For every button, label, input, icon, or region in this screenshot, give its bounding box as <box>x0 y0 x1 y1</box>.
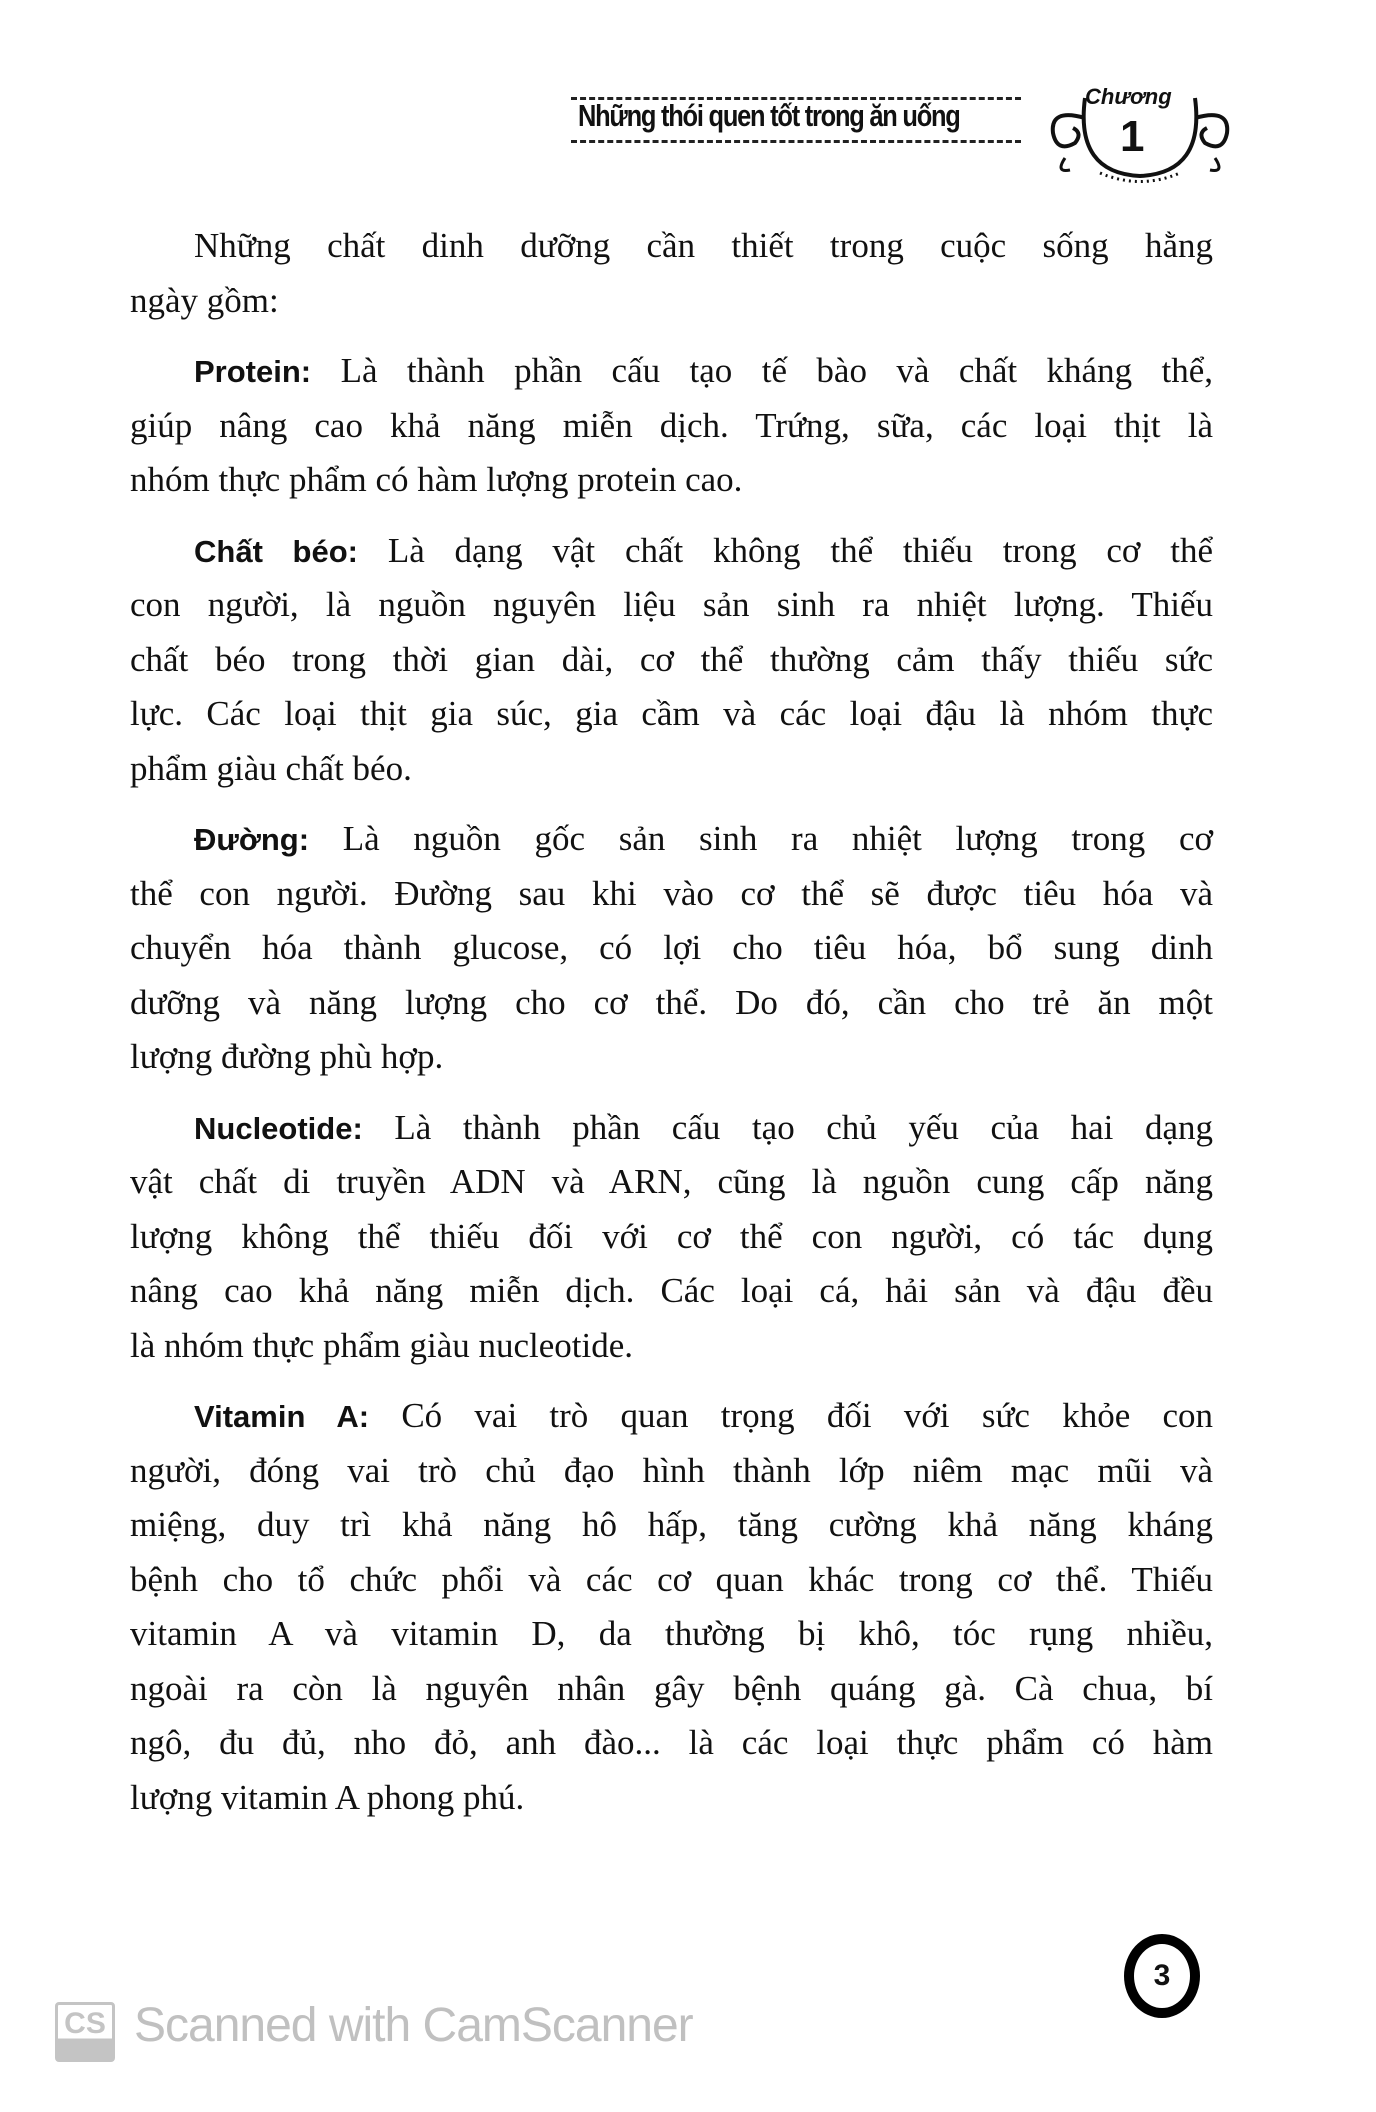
paragraph <box>130 812 1213 1085</box>
text-line <box>130 274 1213 329</box>
line-text: nhóm thực phẩm có hàm lượng protein cao. <box>130 460 743 499</box>
text-line <box>130 742 1213 797</box>
text-line <box>130 1771 1213 1826</box>
text-line <box>130 219 1213 274</box>
line-text: là nhóm thực phẩm giàu nucleotide. <box>130 1325 634 1365</box>
term-label: Nucleotide: <box>194 1110 363 1146</box>
chapter-number: 1 <box>1120 112 1145 161</box>
page-number-text: 3 <box>1153 1959 1171 1992</box>
text-line <box>130 687 1213 742</box>
text-line <box>130 1155 1213 1210</box>
text-line <box>130 1210 1213 1265</box>
text-line <box>130 1607 1213 1662</box>
line-text: lượng đường phù hợp. <box>130 1037 444 1076</box>
line-text: dưỡng và năng lượng cho cơ thể. Do đó, cần cho trẻ ăn một <box>130 982 1213 1022</box>
text-line <box>130 1716 1213 1771</box>
term-label: Đường: <box>194 822 310 857</box>
line-text: phẩm giàu chất béo. <box>130 748 412 788</box>
header-dashed-line-bottom <box>571 140 1021 143</box>
text-line <box>130 921 1213 976</box>
line-text: vật chất di truyền ADN và ARN, cũng là nguồn cung cấp năng <box>130 1162 1213 1201</box>
line-text: thể con người. Đường sau khi vào cơ thể sẽ được tiêu hóa và <box>130 873 1213 913</box>
line-text: ngoài ra còn là nguyên nhân gây bệnh quáng gà. Cà chua, bí <box>130 1668 1213 1708</box>
line-text: lượng không thể thiếu đối với cơ thể con người, có tác dụng <box>130 1216 1213 1256</box>
term-label: Vitamin A: <box>194 1399 370 1434</box>
page-number <box>1124 1934 1200 2018</box>
text-line <box>130 524 1213 579</box>
paragraph <box>130 219 1213 328</box>
term-label: Chất béo: <box>194 533 358 569</box>
text-line <box>130 578 1213 633</box>
line-text: Những chất dinh dưỡng cần thiết trong cuộc sống hằng <box>194 226 1213 265</box>
paragraph <box>130 1101 1213 1374</box>
text-line <box>130 1662 1213 1717</box>
text-line <box>130 867 1213 922</box>
paragraph <box>130 1389 1213 1825</box>
line-text: vitamin A và vitamin D, da thường bị khô, tóc rụng nhiều, <box>130 1614 1213 1653</box>
page-body <box>130 219 1213 1841</box>
paragraph <box>130 344 1213 508</box>
line-text: lực. Các loại thịt gia súc, gia cầm và các loại đậu là nhóm thực <box>130 694 1213 733</box>
text-line <box>130 1030 1213 1085</box>
line-text: chuyển hóa thành glucose, có lợi cho tiêu hóa, bổ sung dinh <box>130 928 1213 967</box>
line-text: chất béo trong thời gian dài, cơ thể thường cảm thấy thiếu sức <box>130 639 1213 679</box>
line-text: miệng, duy trì khả năng hô hấp, tăng cường khả năng kháng <box>130 1505 1213 1544</box>
line-text: con người, là nguồn nguyên liệu sản sinh ra nhiệt lượng. Thiếu <box>130 585 1213 624</box>
text-line <box>130 1101 1213 1156</box>
line-text: Là thành phần cấu tạo chủ yếu của hai dạng <box>394 1107 1214 1147</box>
line-text: Là nguồn gốc sản sinh ra nhiệt lượng trong cơ <box>342 819 1214 858</box>
watermark-text: Scanned with CamScanner <box>134 1999 693 2052</box>
text-line <box>130 344 1213 399</box>
text-line <box>130 1319 1213 1374</box>
text-line <box>130 1389 1213 1444</box>
line-text: Có vai trò quan trọng đối với sức khỏe con <box>401 1396 1213 1435</box>
text-line <box>130 1553 1213 1608</box>
chapter-word: Chương <box>1085 84 1172 109</box>
line-text: lượng vitamin A phong phú. <box>130 1777 525 1817</box>
line-text: bệnh cho tổ chức phổi và các cơ quan khác trong cơ thể. Thiếu <box>130 1559 1213 1599</box>
text-line <box>130 1264 1213 1319</box>
text-line <box>130 453 1213 508</box>
paragraph <box>130 524 1213 797</box>
text-line <box>130 1498 1213 1553</box>
line-text: Là thành phần cấu tạo tế bào và chất kháng thể, <box>340 351 1214 390</box>
line-text: Là dạng vật chất không thể thiếu trong cơ thể <box>387 530 1213 570</box>
running-title: Những thói quen tốt trong ăn uống <box>578 98 960 133</box>
line-text: người, đóng vai trò chủ đạo hình thành lớp niêm mạc mũi và <box>130 1450 1213 1490</box>
line-text: giúp nâng cao khả năng miễn dịch. Trứng, sữa, các loại thịt là <box>130 405 1213 445</box>
line-text: ngô, đu đủ, nho đỏ, anh đào... là các loại thực phẩm có hàm <box>130 1723 1213 1762</box>
text-line <box>130 976 1213 1031</box>
text-line <box>130 1444 1213 1499</box>
text-line <box>130 399 1213 454</box>
line-text: nâng cao khả năng miễn dịch. Các loại cá, hải sản và đậu đều <box>130 1271 1213 1310</box>
camscanner-logo-icon: CS <box>55 2002 115 2062</box>
line-text: ngày gồm: <box>130 280 279 320</box>
text-line <box>130 633 1213 688</box>
term-label: Protein: <box>194 354 312 389</box>
text-line <box>130 812 1213 867</box>
